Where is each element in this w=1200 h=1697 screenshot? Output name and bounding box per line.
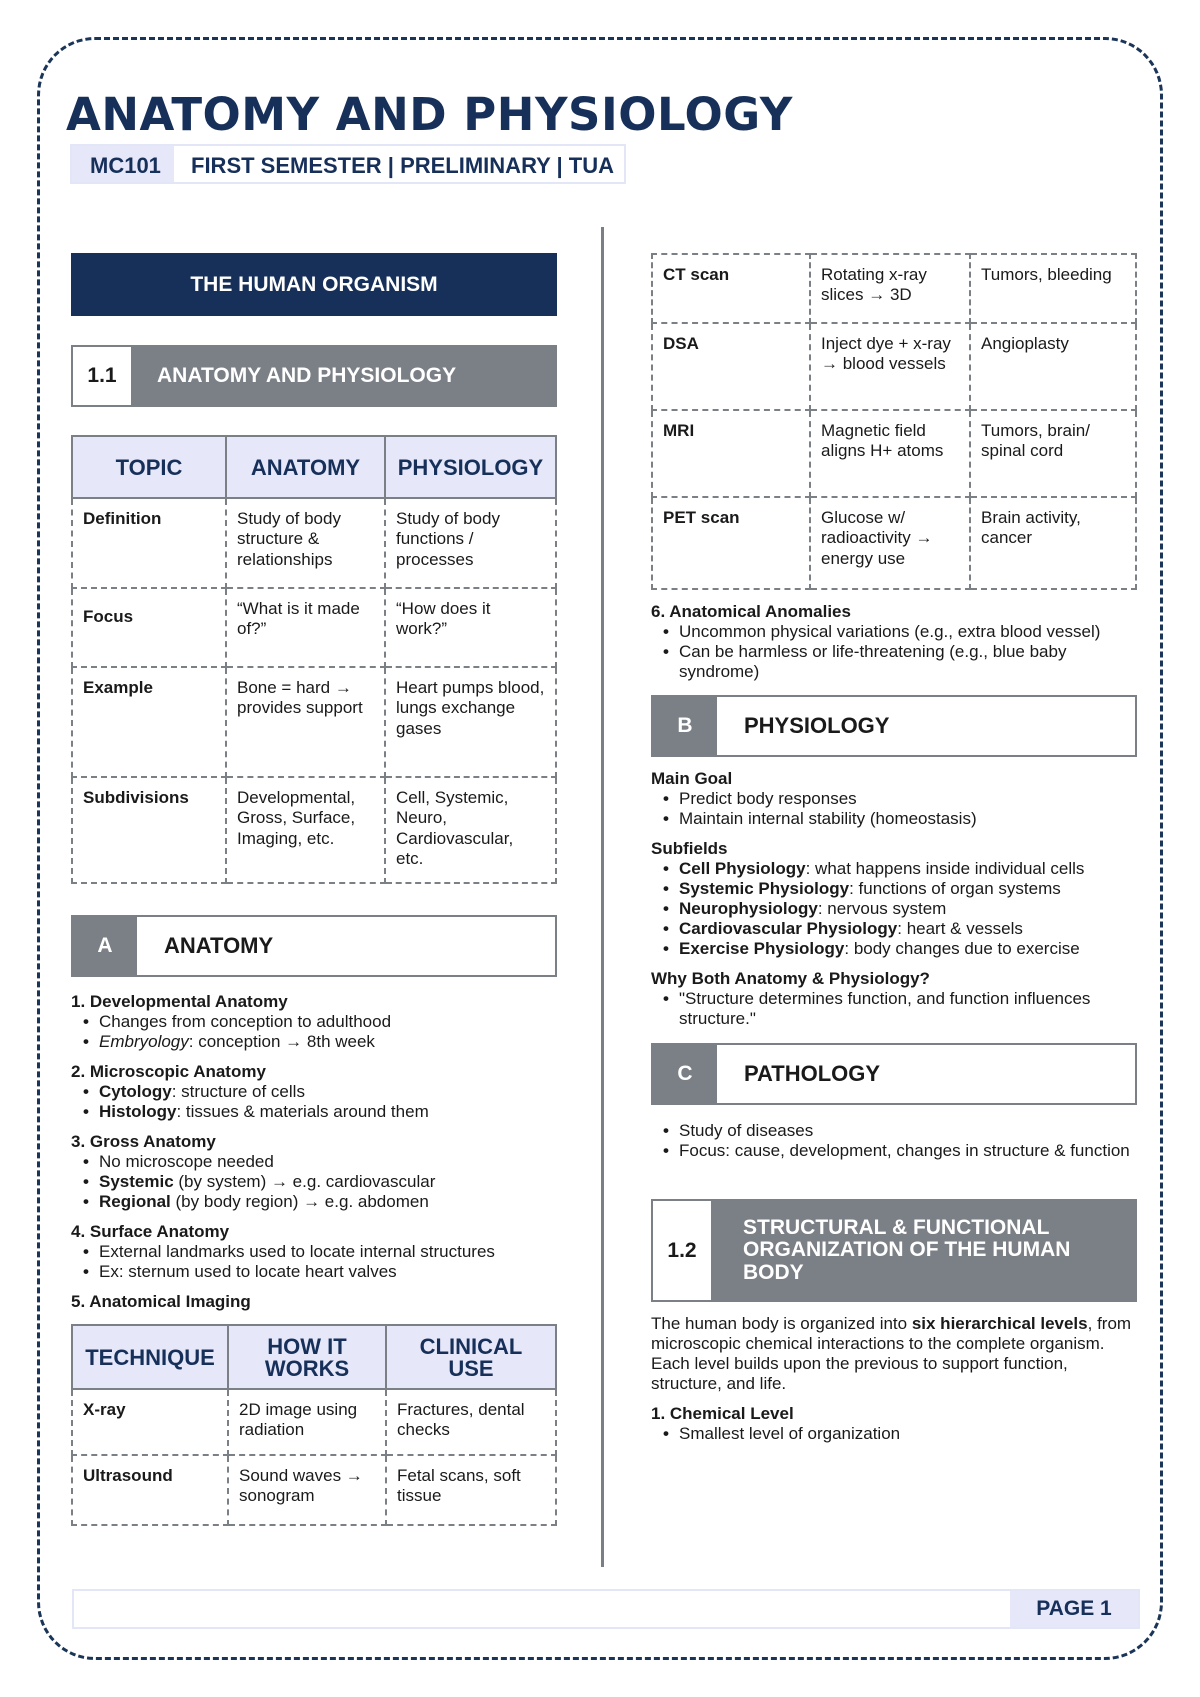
semester-label: FIRST SEMESTER | PRELIMINARY | TUA [174, 146, 624, 182]
chemical-level-list [663, 1424, 1137, 1444]
table-cell: Subdivisions [72, 777, 226, 883]
gross-list [83, 1152, 557, 1212]
table-cell: Developmental, Gross, Surface, Imaging, etc. [226, 777, 385, 883]
developmental-heading: 1. Developmental Anatomy [71, 992, 288, 1011]
table-cell: Tumors, brain/ spinal cord [970, 410, 1136, 497]
anatomy-physiology-table [71, 435, 557, 884]
list-item: • Can be harmless or life-threatening (e.g., blue baby syndrome) [663, 642, 1137, 682]
table-row [72, 1455, 556, 1525]
table-cell: Sound waves → sonogram [228, 1455, 386, 1525]
table-cell: Example [72, 667, 226, 777]
table-row [72, 667, 556, 777]
table-row [652, 254, 1136, 323]
page-title: ANATOMY AND PHYSIOLOGY [66, 88, 793, 141]
subfields-list [663, 859, 1137, 959]
section-title: STRUCTURAL & FUNCTIONAL ORGANIZATION OF THE HUMAN BODY [713, 1201, 1135, 1300]
left-column [71, 253, 557, 1526]
section-b-header [651, 695, 1137, 757]
table-row [72, 498, 556, 588]
list-item: • Histology: tissues & materials around them [83, 1102, 557, 1122]
table-header: HOW IT WORKS [228, 1325, 386, 1389]
table-cell: Cell, Systemic, Neuro, Cardiovascular, etc. [385, 777, 556, 883]
anomalies-list [663, 622, 1137, 682]
main-goal-heading: Main Goal [651, 769, 733, 788]
section-letter: B [653, 697, 717, 755]
list-item: • Smallest level of organization [663, 1424, 1137, 1444]
imaging-heading: 5. Anatomical Imaging [71, 1292, 251, 1311]
list-item: • Ex: sternum used to locate heart valves [83, 1262, 557, 1282]
table-header: TECHNIQUE [72, 1325, 228, 1389]
list-item: • Systemic (by system) → e.g. cardiovascular [83, 1172, 557, 1192]
list-item: • Uncommon physical variations (e.g., extra blood vessel) [663, 622, 1137, 642]
table-row [652, 497, 1136, 589]
table-cell: Rotating x-ray slices → 3D [810, 254, 970, 323]
list-item: • Cardiovascular Physiology: heart & vessels [663, 919, 1137, 939]
section-title: PHYSIOLOGY [717, 697, 1135, 755]
list-item: • Maintain internal stability (homeostasis) [663, 809, 1137, 829]
table-cell: Study of body structure & relationships [226, 498, 385, 588]
table-cell: Bone = hard → provides support [226, 667, 385, 777]
table-cell: Study of body functions / processes [385, 498, 556, 588]
table-cell: Angioplasty [970, 323, 1136, 410]
table-header: TOPIC [72, 436, 226, 498]
surface-list [83, 1242, 557, 1282]
list-item: • No microscope needed [83, 1152, 557, 1172]
table-row [652, 323, 1136, 410]
table-header: PHYSIOLOGY [385, 436, 556, 498]
list-item: • Cytology: structure of cells [83, 1082, 557, 1102]
gross-heading: 3. Gross Anatomy [71, 1132, 216, 1151]
table-cell: Focus [72, 588, 226, 667]
list-item: • Neurophysiology: nervous system [663, 899, 1137, 919]
list-item: • External landmarks used to locate internal structures [83, 1242, 557, 1262]
main-goal-list [663, 789, 1137, 829]
table-row [72, 777, 556, 883]
course-bar [70, 144, 626, 184]
table-cell: Definition [72, 498, 226, 588]
chapter-banner: THE HUMAN ORGANISM [71, 253, 557, 316]
column-divider [601, 227, 604, 1567]
section-1-2-header [651, 1199, 1137, 1302]
list-item: • "Structure determines function, and function influences structure." [663, 989, 1137, 1029]
imaging-table-continued [651, 253, 1137, 590]
page-footer [72, 1589, 1140, 1629]
surface-heading: 4. Surface Anatomy [71, 1222, 230, 1241]
table-cell: Fetal scans, soft tissue [386, 1455, 556, 1525]
why-both-heading: Why Both Anatomy & Physiology? [651, 969, 930, 988]
list-item: • Exercise Physiology: body changes due to exercise [663, 939, 1137, 959]
developmental-list [83, 1012, 557, 1052]
section-letter: C [653, 1045, 717, 1103]
course-code: MC101 [72, 146, 174, 182]
microscopic-heading: 2. Microscopic Anatomy [71, 1062, 266, 1081]
list-item: • Embryology: conception → 8th week [83, 1032, 557, 1052]
page-number: PAGE 1 [1010, 1591, 1138, 1627]
microscopic-list [83, 1082, 557, 1122]
table-header: ANATOMY [226, 436, 385, 498]
list-item: • Study of diseases [663, 1121, 1137, 1141]
table-cell: 2D image using radiation [228, 1389, 386, 1455]
table-cell: Tumors, bleeding [970, 254, 1136, 323]
subfields-heading: Subfields [651, 839, 728, 858]
list-item: • Systemic Physiology: functions of organ systems [663, 879, 1137, 899]
table-cell: CT scan [652, 254, 810, 323]
section-number: 1.2 [653, 1201, 713, 1300]
section-title: ANATOMY [137, 917, 555, 975]
why-both-list [663, 989, 1137, 1029]
table-cell: X-ray [72, 1389, 228, 1455]
anomalies-heading: 6. Anatomical Anomalies [651, 602, 851, 621]
table-cell: Ultrasound [72, 1455, 228, 1525]
chemical-level-heading: 1. Chemical Level [651, 1404, 794, 1423]
list-item: • Focus: cause, development, changes in structure & function [663, 1141, 1137, 1161]
section-letter: A [73, 917, 137, 975]
list-item: • Regional (by body region) → e.g. abdomen [83, 1192, 557, 1212]
table-cell: DSA [652, 323, 810, 410]
list-item: • Changes from conception to adulthood [83, 1012, 557, 1032]
section-title: PATHOLOGY [717, 1045, 1135, 1103]
pathology-list [663, 1121, 1137, 1161]
table-cell: MRI [652, 410, 810, 497]
table-cell: PET scan [652, 497, 810, 589]
section-number: 1.1 [73, 347, 133, 405]
table-cell: Brain activity, cancer [970, 497, 1136, 589]
table-cell: Glucose w/ radioactivity → energy use [810, 497, 970, 589]
table-cell: Fractures, dental checks [386, 1389, 556, 1455]
list-item: • Predict body responses [663, 789, 1137, 809]
right-column [651, 253, 1137, 1444]
table-header: CLINICAL USE [386, 1325, 556, 1389]
table-cell: Heart pumps blood, lungs exchange gases [385, 667, 556, 777]
table-cell: “What is it made of?” [226, 588, 385, 667]
table-row [652, 410, 1136, 497]
table-row [72, 588, 556, 667]
table-cell: Inject dye + x-ray → blood vessels [810, 323, 970, 410]
table-row [72, 1389, 556, 1455]
section-a-header [71, 915, 557, 977]
table-cell: Magnetic field aligns H+ atoms [810, 410, 970, 497]
table-cell: “How does it work?” [385, 588, 556, 667]
organization-intro: The human body is organized into six hierarchical levels, from microscopic chemical interactions to the complete organism. Each level builds upon the previous to support function, structure, and life. [651, 1314, 1132, 1393]
list-item: • Cell Physiology: what happens inside individual cells [663, 859, 1137, 879]
section-title: ANATOMY AND PHYSIOLOGY [133, 347, 555, 405]
section-c-header [651, 1043, 1137, 1105]
imaging-table [71, 1324, 557, 1526]
section-1-1-header [71, 345, 557, 407]
